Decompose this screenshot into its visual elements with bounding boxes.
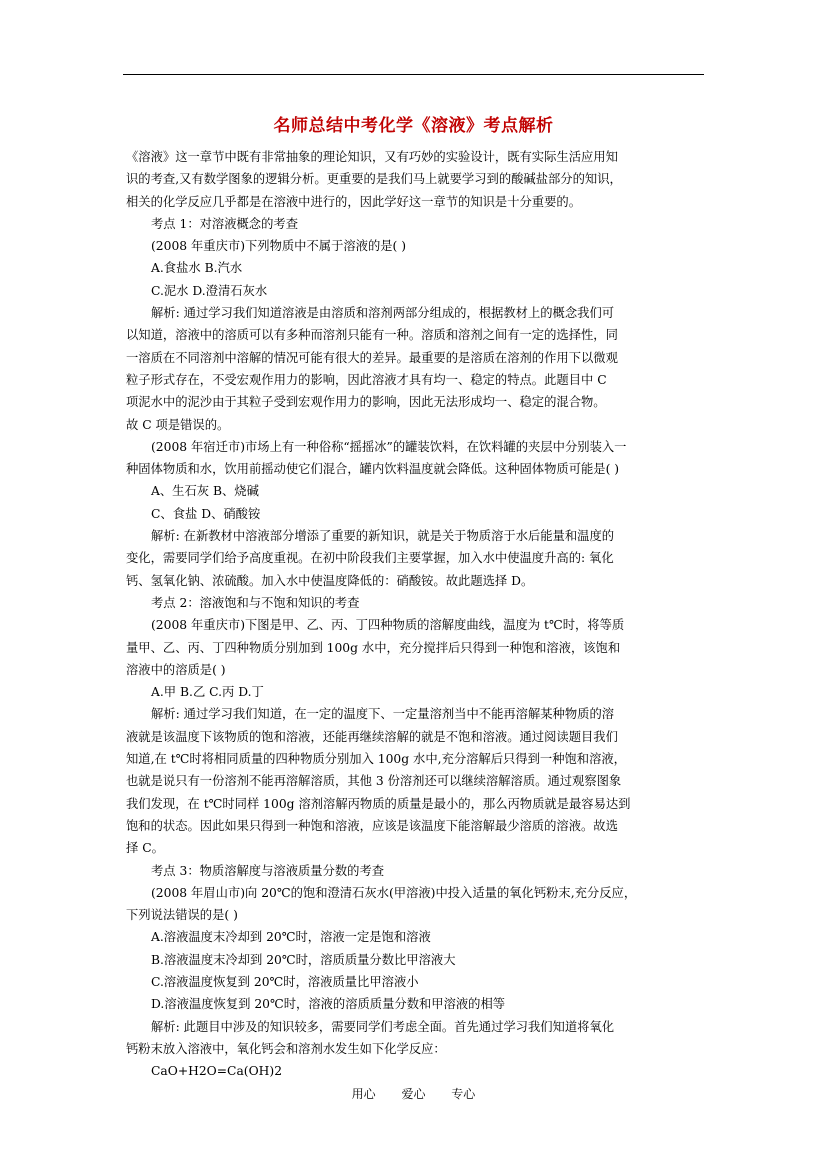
text-line: (2008 年眉山市)向 20℃的饱和澄清石灰水(甲溶液)中投入适量的氧化钙粉末,充分反应，	[151, 885, 637, 900]
text-line: 饱和的状态。因此如果只得到一种饱和溶液，应该是该温度下能溶解最少溶质的溶液。故选	[126, 818, 618, 833]
text-line: 考点 2：溶液饱和与不饱和知识的考查	[151, 595, 360, 610]
text-line: B.溶液温度末冷却到 20℃时，溶质质量分数比甲溶液大	[151, 952, 456, 967]
text-line: C.溶液温度恢复到 20℃时，溶液质量比甲溶液小	[151, 974, 419, 989]
page-footer: 用心 爱心 专心	[351, 1087, 476, 1101]
text-line: 钙、氢氧化钠、浓硫酸。加入水中使温度降低的：硝酸铵。故此题选择 D。	[126, 573, 534, 588]
text-line: 解析: 在新教材中溶液部分增添了重要的新知识，就是关于物质溶于水后能量和温度的	[151, 529, 615, 544]
text-line: A.甲 B.乙 C.丙 D.丁	[151, 685, 264, 700]
text-line: A、生石灰 B、烧碱	[151, 484, 259, 499]
text-line: (2008 年重庆市)下列物质中不属于溶液的是( )	[151, 239, 407, 254]
text-line: 我们发现，在 t℃时同样 100g 溶剂溶解丙物质的质量是最小的，那么丙物质就是最容易达到	[126, 796, 631, 811]
text-line: 解析: 通过学习我们知道溶液是由溶质和溶剂两部分组成的，根据教材上的概念我们可	[151, 306, 615, 321]
text-line: 考点 3：物质溶解度与溶液质量分数的考查	[151, 863, 385, 878]
text-line: D.溶液温度恢复到 20℃时，溶液的溶质质量分数和甲溶液的相等	[151, 997, 506, 1012]
text-line: 解析: 通过学习我们知道，在一定的温度下、一定量溶剂当中不能再溶解某种物质的溶	[151, 707, 615, 722]
document-body	[126, 146, 706, 1082]
text-line: 择 C。	[126, 841, 164, 856]
text-line: CaO+H2O=Ca(OH)2	[151, 1064, 283, 1079]
text-line: (2008 年重庆市)下图是甲、乙、丙、丁四种物质的溶解度曲线，温度为 t℃时，将等质	[151, 618, 625, 633]
text-line: 液就是该温度下该物质的饱和溶液，还能再继续溶解的就是不饱和溶液。通过阅读题目我们	[126, 729, 618, 744]
text-line: 量甲、乙、丙、丁四种物质分别加到 100g 水中，充分搅拌后只得到一种饱和溶液，该饱和	[126, 640, 621, 655]
text-line: 相关的化学反应几乎都是在溶液中进行的，因此学好这一章节的知识是十分重要的。	[126, 194, 581, 209]
text-line: 《溶液》这一章节中既有非常抽象的理论知识，又有巧妙的实验设计，既有实际生活应用知	[126, 150, 618, 164]
text-line: 项泥水中的泥沙由于其粒子受到宏观作用力的影响，因此无法形成均一、稳定的混合物。	[126, 395, 606, 410]
document-title: 名师总结中考化学《溶液》考点解析	[273, 116, 554, 136]
text-line: A.溶液温度末冷却到 20℃时，溶液一定是饱和溶液	[151, 930, 431, 945]
text-line: 也就是说只有一份溶剂不能再溶解溶质，其他 3 份溶剂还可以继续溶解溶质。通过观察图象	[126, 774, 622, 789]
text-line: 知道,在 t℃时将相同质量的四种物质分别加入 100g 水中,充分溶解后只得到一种饱和溶液，	[126, 752, 626, 767]
text-line: 粒子形式存在，不受宏观作用力的影响，因此溶液才具有均一、稳定的特点。此题目中 C	[126, 372, 607, 387]
text-line: 变化，需要同学们给予高度重视。在初中阶段我们主要掌握，加入水中使温度升高的: 氧化	[126, 551, 614, 566]
text-line: (2008 年宿迁市)市场上有一种俗称“摇摇冰”的罐装饮料，在饮料罐的夹层中分别装入一	[151, 439, 627, 454]
text-line: 以知道，溶液中的溶质可以有多种而溶剂只能有一种。溶质和溶剂之间有一定的选择性，同	[126, 328, 618, 343]
text-line: 下列说法错误的是( )	[126, 908, 238, 923]
text-line: C.泥水 D.澄清石灰水	[151, 283, 268, 298]
text-line: 考点 1：对溶液概念的考查	[151, 216, 298, 231]
text-line: 识的考查,又有数学图象的逻辑分析。更重要的是我们马上就要学习到的酸碱盐部分的知识，	[126, 172, 622, 187]
header-rule	[123, 74, 704, 75]
text-line: 故 C 项是错误的。	[126, 417, 230, 432]
text-line: 种固体物质和水，饮用前摇动使它们混合，罐内饮料温度就会降低。这种固体物质可能是( )	[126, 462, 620, 477]
text-line: C、食盐 D、硝酸铵	[151, 506, 261, 521]
text-line: 一溶质在不同溶剂中溶解的情况可能有很大的差异。最重要的是溶质在溶剂的作用下以微观	[126, 350, 618, 365]
text-line: 溶液中的溶质是( )	[126, 662, 226, 677]
text-line: 钙粉末放入溶液中，氧化钙会和溶剂水发生如下化学反应：	[126, 1041, 446, 1056]
text-line: A.食盐水 B.汽水	[151, 261, 243, 276]
text-line: 解析: 此题目中涉及的知识较多，需要同学们考虑全面。首先通过学习我们知道将氧化	[151, 1019, 615, 1034]
